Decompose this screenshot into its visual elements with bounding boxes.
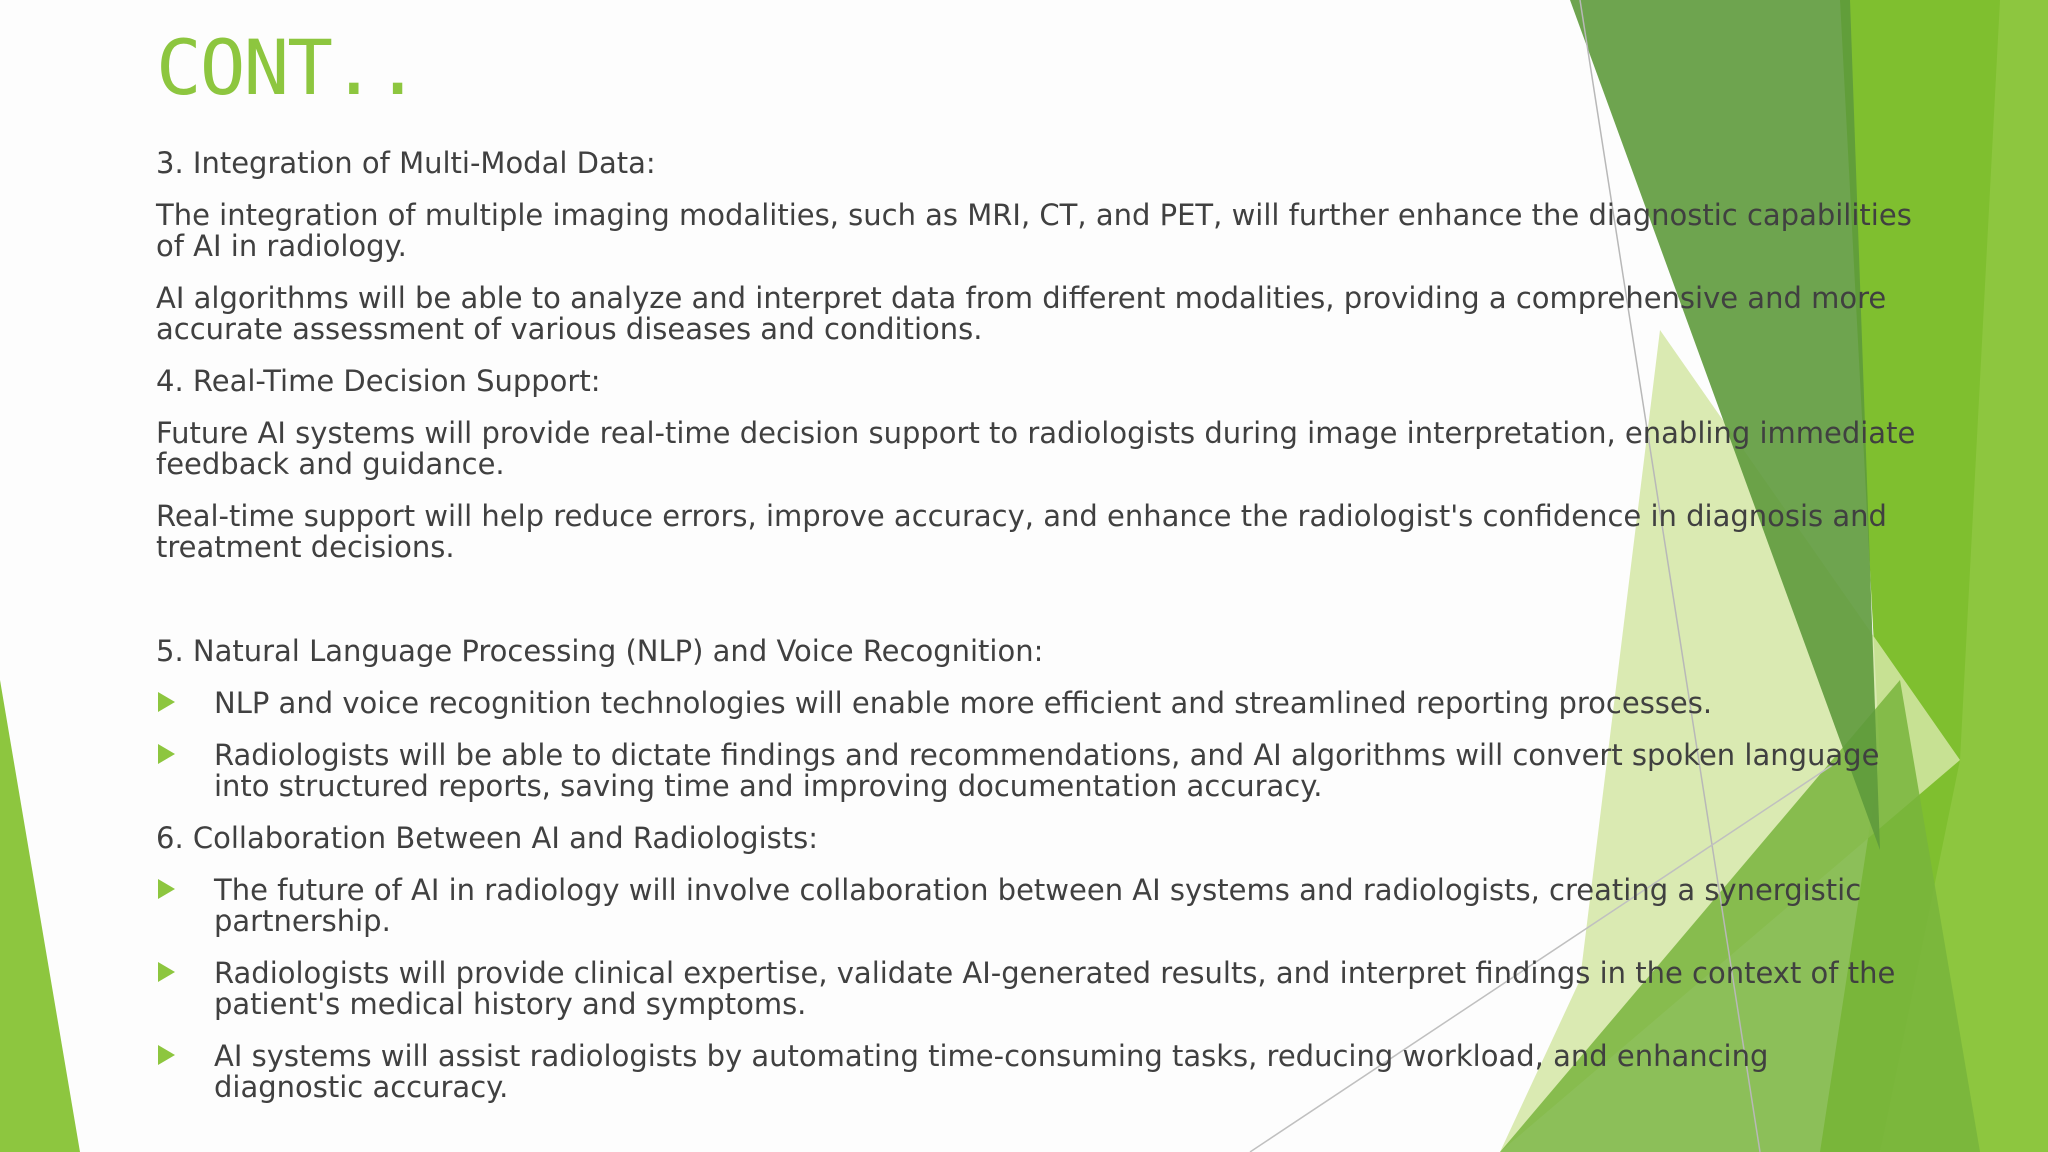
paragraph-decision-support: Future AI systems will provide real-time decision support to radiologists during image interpretation, enabling immediate feedback and guidance. (156, 416, 1916, 481)
paragraph-realtime-benefits: Real-time support will help reduce errors, improve accuracy, and enhance the radiologist's confidence in diagnosis and treatment decisions. (156, 499, 1887, 564)
section-heading-nlp: 5. Natural Language Processing (NLP) and Voice Recognition: (156, 634, 1044, 668)
spacer (156, 584, 1916, 636)
section-heading-realtime: 4. Real-Time Decision Support: (156, 364, 601, 398)
bullet-arrow-icon (158, 879, 175, 899)
bullet-text: The future of AI in radiology will involve collaboration between AI systems and radiologists, creating a synergistic partnership. (214, 873, 1862, 938)
section-heading-collaboration: 6. Collaboration Between AI and Radiologists: (156, 821, 818, 855)
bullet-text: Radiologists will provide clinical expertise, validate AI-generated results, and interpret findings in the context of the patient's medical history and symptoms. (214, 956, 1896, 1021)
bullet-arrow-icon (158, 692, 175, 712)
bullet-item (156, 875, 1916, 937)
bullet-arrow-icon (158, 962, 175, 982)
bullet-item (156, 740, 1916, 802)
slide-title: CONT.. (156, 23, 419, 112)
section-heading-integration: 3. Integration of Multi-Modal Data: (156, 146, 656, 180)
bullet-item (156, 1041, 1916, 1103)
bullet-item (156, 958, 1916, 1020)
left-green-sliver (0, 680, 80, 1152)
bullet-arrow-icon (158, 744, 175, 764)
bullet-text: NLP and voice recognition technologies will enable more efficient and streamlined reporting processes. (214, 686, 1713, 720)
paragraph-multimodal-imaging: The integration of multiple imaging modalities, such as MRI, CT, and PET, will further enhance the diagnostic capabilities of AI in radiology. (156, 198, 1912, 263)
bullet-text: Radiologists will be able to dictate findings and recommendations, and AI algorithms will convert spoken language into structured reports, saving time and improving documentation accuracy. (214, 738, 1880, 803)
bullet-item (156, 688, 1916, 719)
paragraph-ai-analysis: AI algorithms will be able to analyze and interpret data from different modalities, providing a comprehensive and more accurate assessment of various diseases and conditions. (156, 281, 1887, 346)
bullet-arrow-icon (158, 1045, 175, 1065)
bullet-text: AI systems will assist radiologists by automating time-consuming tasks, reducing workload, and enhancing diagnostic accuracy. (214, 1039, 1769, 1104)
slide-body (156, 148, 1916, 1124)
